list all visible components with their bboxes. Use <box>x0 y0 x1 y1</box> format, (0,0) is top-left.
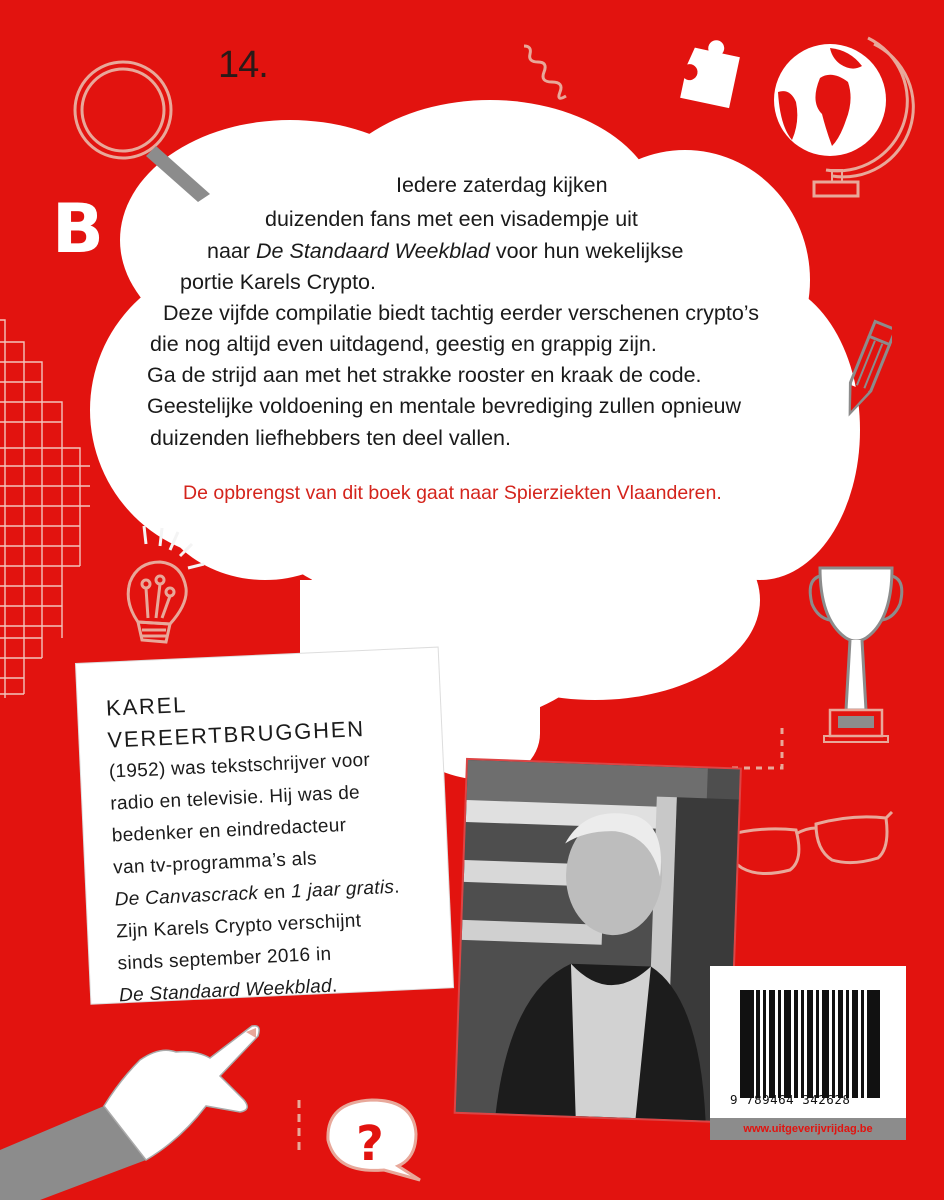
blurb-line: Ga de strijd aan met het strakke rooster en kraak de code. <box>147 363 702 387</box>
blurb-line: duizenden fans met een visadempje uit <box>265 207 638 231</box>
speech-bubble-question-icon <box>322 1094 428 1186</box>
globe-icon <box>770 30 920 200</box>
blurb-line: Iedere zaterdag kijken <box>396 173 608 197</box>
publisher-url[interactable]: www.uitgeverijvrijdag.be <box>710 1118 906 1140</box>
puzzle-piece-icon <box>676 30 750 116</box>
question-mark-icon: ? <box>447 670 489 754</box>
glasses-icon <box>720 808 900 878</box>
barcode <box>710 966 906 1140</box>
publisher-logo: B <box>52 190 104 269</box>
crossword-grid <box>0 318 95 698</box>
bio-line: van tv-programma’s als <box>112 848 318 879</box>
blurb-line: duizenden liefhebbers ten deel vallen. <box>150 426 511 450</box>
bio-line: (1952) was tekstschrijver voor <box>108 749 371 783</box>
page-number: 14. <box>218 44 268 86</box>
blurb-line: naar De Standaard Weekblad voor hun wekelijkse <box>207 239 684 263</box>
blurb-line: portie Karels Crypto. <box>180 270 376 294</box>
bio-line: De Standaard Weekblad. <box>118 975 338 1007</box>
blurb-line: Deze vijfde compilatie biedt tachtig eerder verschenen crypto’s <box>163 301 759 325</box>
blurb-line: Geestelijke voldoening en mentale bevrediging zullen opnieuw <box>147 394 742 418</box>
author-name: KAREL VEREERTBRUGGHEN <box>105 692 366 753</box>
blurb-line: die nog altijd even uitdagend, geestig en grappig zijn. <box>150 332 657 356</box>
trophy-icon <box>800 560 920 750</box>
isbn-number: 9 789464 342628 <box>730 1092 851 1107</box>
barcode-bars <box>740 990 880 1098</box>
author-bio-card <box>76 648 453 1007</box>
bio-line: sinds september 2016 in <box>117 943 332 975</box>
bio-line: De Canvascrack en 1 jaar gratis. <box>114 876 401 911</box>
bio-line: radio en televisie. Hij was de <box>109 782 361 815</box>
magnifier-icon <box>68 56 218 206</box>
bio-line: Zijn Karels Crypto verschijnt <box>115 910 362 943</box>
lightbulb-icon <box>108 512 218 652</box>
pencil-icon <box>842 318 892 424</box>
author-photo <box>456 760 740 1121</box>
bio-line: bedenker en eindredacteur <box>111 814 347 847</box>
dashed-mark <box>296 1100 302 1160</box>
svg-text:?: ? <box>356 1116 384 1172</box>
proceeds-note: De opbrengst van dit boek gaat naar Spierziekten Vlaanderen. <box>183 482 722 504</box>
pointing-hand-icon <box>0 1010 270 1200</box>
squiggle-icon <box>520 42 570 102</box>
